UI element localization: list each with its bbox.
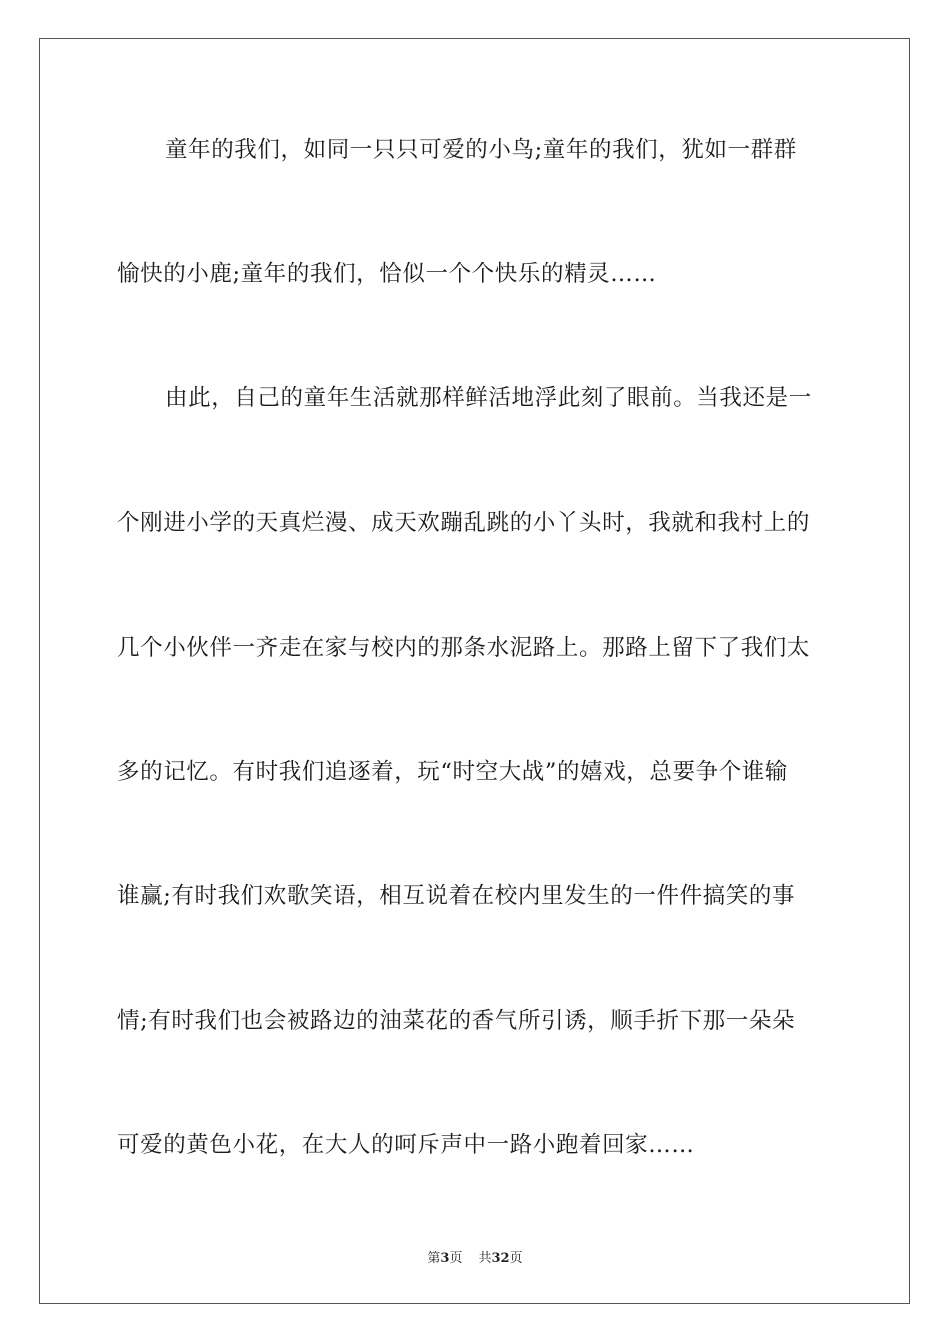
paragraph-1-line-1: 童年的我们，如同一只只可爱的小鸟;童年的我们，犹如一群群: [165, 137, 797, 163]
paragraph-2-line-6: 情;有时我们也会被路边的油菜花的香气所引诱，顺手折下那一朵朵: [117, 1008, 796, 1034]
paragraph-2-line-1: 由此，自己的童年生活就那样鲜活地浮此刻了眼前。当我还是一: [165, 385, 812, 411]
paragraph-2-line-4: 多的记忆。有时我们追逐着，玩“时空大战”的嬉戏，总要争个谁输: [117, 759, 789, 785]
page-border: [39, 38, 910, 1304]
total-prefix: 共: [478, 1251, 492, 1266]
paragraph-2-line-7: 可爱的黄色小花，在大人的呵斥声中一路小跑着回家……: [117, 1132, 695, 1158]
paragraph-2-line-2: 个刚进小学的天真烂漫、成天欢蹦乱跳的小丫头时，我就和我村上的: [117, 510, 811, 536]
page-number: 3: [440, 1251, 450, 1266]
total-pages: 32: [491, 1251, 510, 1266]
paragraph-2-line-3: 几个小伙伴一齐走在家与校内的那条水泥路上。那路上留下了我们太: [117, 635, 811, 661]
page-prefix: 第: [427, 1251, 441, 1266]
page-suffix: 页: [449, 1251, 463, 1266]
page-footer: [0, 1247, 950, 1266]
paragraph-1-line-2: 愉快的小鹿;童年的我们，恰似一个个快乐的精灵……: [117, 261, 657, 287]
paragraph-2-line-5: 谁赢;有时我们欢歌笑语，相互说着在校内里发生的一件件搞笑的事: [117, 883, 796, 909]
total-suffix: 页: [509, 1251, 523, 1266]
